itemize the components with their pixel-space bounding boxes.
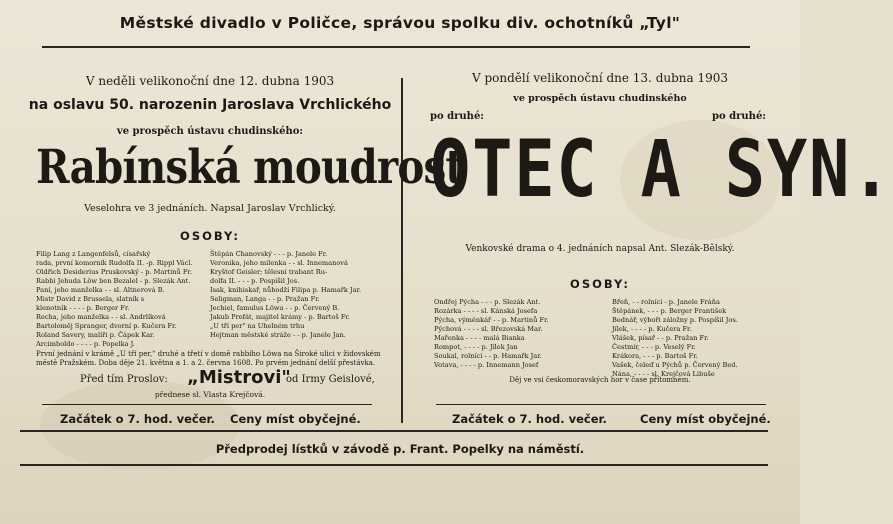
cast-line: klenotník - - - - p. Berger Fr. (36, 304, 130, 312)
prologue-author: od Irmy Geislové, (286, 374, 375, 385)
cast-line: Štěpán Chanovský - - - p. Janele Fr. (210, 250, 328, 258)
left-footer-rule (42, 404, 372, 405)
cast-line: Štěpánek, - - - p. Berger František (612, 307, 727, 315)
bottom-rule-bottom (20, 464, 768, 466)
right-osoby: OSOBY: (570, 277, 630, 291)
cast-line: Pýchová - - - - sl. Březovská Mar. (434, 325, 543, 333)
cast-line: Votava, - - - - p. Innemann Josef (434, 361, 539, 369)
cast-line: Seligman, Langa - - p. Pražan Fr. (210, 295, 320, 303)
right-po-druhe-right: po druhé: (712, 111, 766, 122)
cast-line: Bartoloměj Spranger, dvorní p. Kučera Fr. (36, 322, 177, 330)
cast-line: Nána, - - - - sl. Krejčová Libuše (612, 370, 715, 378)
left-subtitle: Veselohra ve 3 jednáních. Napsal Jaroslav Vrchlický. (84, 203, 336, 214)
cast-line: Paní, jeho manželka - - sl. Altnerová B. (36, 286, 165, 294)
prologue-reader: přednese sl. Vlasta Krejčová. (154, 390, 266, 399)
cast-line: Břeň, - - rolníci - p. Janele Fráňa (612, 298, 720, 306)
right-benefit: ve prospěch ústavu chudinského (513, 93, 687, 104)
cast-line: Soukal, rolníci - - p. Hamařk Jar. (434, 352, 542, 360)
left-prices: Ceny míst obyčejné. (230, 412, 361, 426)
cast-line: Jechiel, famulus Löwa - - p. Červený B. (210, 304, 340, 312)
left-benefit: ve prospěch ústavu chudinského: (116, 126, 304, 137)
right-prices: Ceny míst obyčejné. (640, 412, 771, 426)
left-occasion: na oslavu 50. narozenin Jaroslava Vrchlického (28, 97, 392, 113)
prologue-title: „Mistrovi" (187, 367, 291, 388)
cast-line: dolfa II. - - - p. Pospíšil Jos. (210, 277, 300, 285)
left-osoby: OSOBY: (180, 229, 240, 243)
cast-line: Jakub Prefát, majitel krámy - p. Bartoš Fr. (210, 313, 350, 321)
cast-line: Rompot, - - - - p. Jílek Jan (434, 343, 518, 351)
cast-line: Roland Savery, malíři p. Čápek Kar. (36, 331, 155, 339)
cast-line: Vašek, čeleď u Pýchů p. Červený Bed. (612, 361, 738, 369)
prologue-label: Před tím Proslov: (80, 374, 168, 385)
cast-line: Čestmír, - - - p. Veselý Fr. (612, 343, 696, 351)
left-play-title: Rabínská moudrost (36, 140, 464, 195)
right-play-title: OTEC A SYN. (430, 125, 893, 215)
left-start-time: Začátek o 7. hod. večer. (60, 412, 215, 426)
cast-line: Vlášek, písař - - p. Pražan Fr. (612, 334, 709, 342)
cast-line: „U tří per" na Uhelném trhu (210, 322, 305, 330)
theatre-header: Městské divadlo v Poličce, správou spolku div. ochotníků „Tyl" (119, 14, 681, 32)
right-start-time: Začátek o 7. hod. večer. (452, 412, 607, 426)
cast-line: Filip Lang z Langenfelsů, císařský (36, 250, 151, 258)
cast-line: Isak, knihiskař, nůhodží Filipa p. Hamařk Jar. (210, 286, 362, 294)
cast-line: Mařenka - - - - malá Bianka (434, 334, 525, 342)
right-po-druhe-left: po druhé: (430, 111, 484, 122)
cast-line: Ondřej Pýcha - - - p. Slezák Ant. (434, 298, 541, 306)
right-date: V pondělí velikonoční dne 13. dubna 1903 (471, 71, 729, 85)
cast-line: Oldřich Desiderius Pruskovský - p. Martinů Fr. (36, 268, 192, 276)
cast-line: Rabbi Jehuda Löw ben Bezalel - p. Slezák Ant. (36, 277, 191, 285)
cast-line: Jílek, - - - - p. Kučera Fr. (612, 325, 692, 333)
left-scene-note: První jednání v krámě „U tří per," druhé a třetí v domě rabbího Löwa na Široké ulici v židovském městě Pražském. Doba děje 21. května a 1. a 2. června 1608. Po prvém jednání delší přestávka. (36, 350, 381, 367)
cast-line: Hejtman městské stráže - - p. Janele Jan. (210, 331, 346, 339)
cast-line: Rozárka - - - - sl. Kánská Josefa (434, 307, 538, 315)
cast-line: rada, první komorník Rudolfa II. -p. Rippl Václ. (36, 259, 193, 267)
cast-line: Kryštof Geisler; tělesní trabant Ru- (210, 268, 328, 276)
left-date: V neděli velikonoční dne 12. dubna 1903 (85, 74, 335, 88)
cast-line: Recha, jeho manželka - - sl. Andrlíková (36, 313, 166, 321)
right-scene-note: Děj ve vsi českomoravských hor v čase přítomném. (509, 376, 691, 384)
bottom-rule-top (20, 430, 768, 432)
cast-line: Mistr David z Brussela, slatník s (36, 295, 145, 303)
cast-line: Krákora, - - - p. Bartoš Fr. (612, 352, 698, 360)
cast-line: Arcimboldo - - - - p. Popelka J. (36, 340, 135, 348)
right-footer-rule (436, 404, 766, 405)
right-subtitle: Venkovské drama o 4. jednáních napsal Ant. Slezák-Bělský. (465, 244, 735, 254)
header-rule (42, 46, 750, 48)
cast-line: Veronika, jeho milenka - - sl. Innemanová (210, 259, 348, 267)
center-divider (401, 78, 403, 423)
cast-line: Pýcha, výměnkář - - p. Martinů Fr. (434, 316, 549, 324)
presale-notice: Předprodej lístků v závodě p. Frant. Popelky na náměstí. (215, 442, 585, 456)
cast-line: Bednář, výboři záložny p. Pospíšil Jos. (612, 316, 738, 324)
